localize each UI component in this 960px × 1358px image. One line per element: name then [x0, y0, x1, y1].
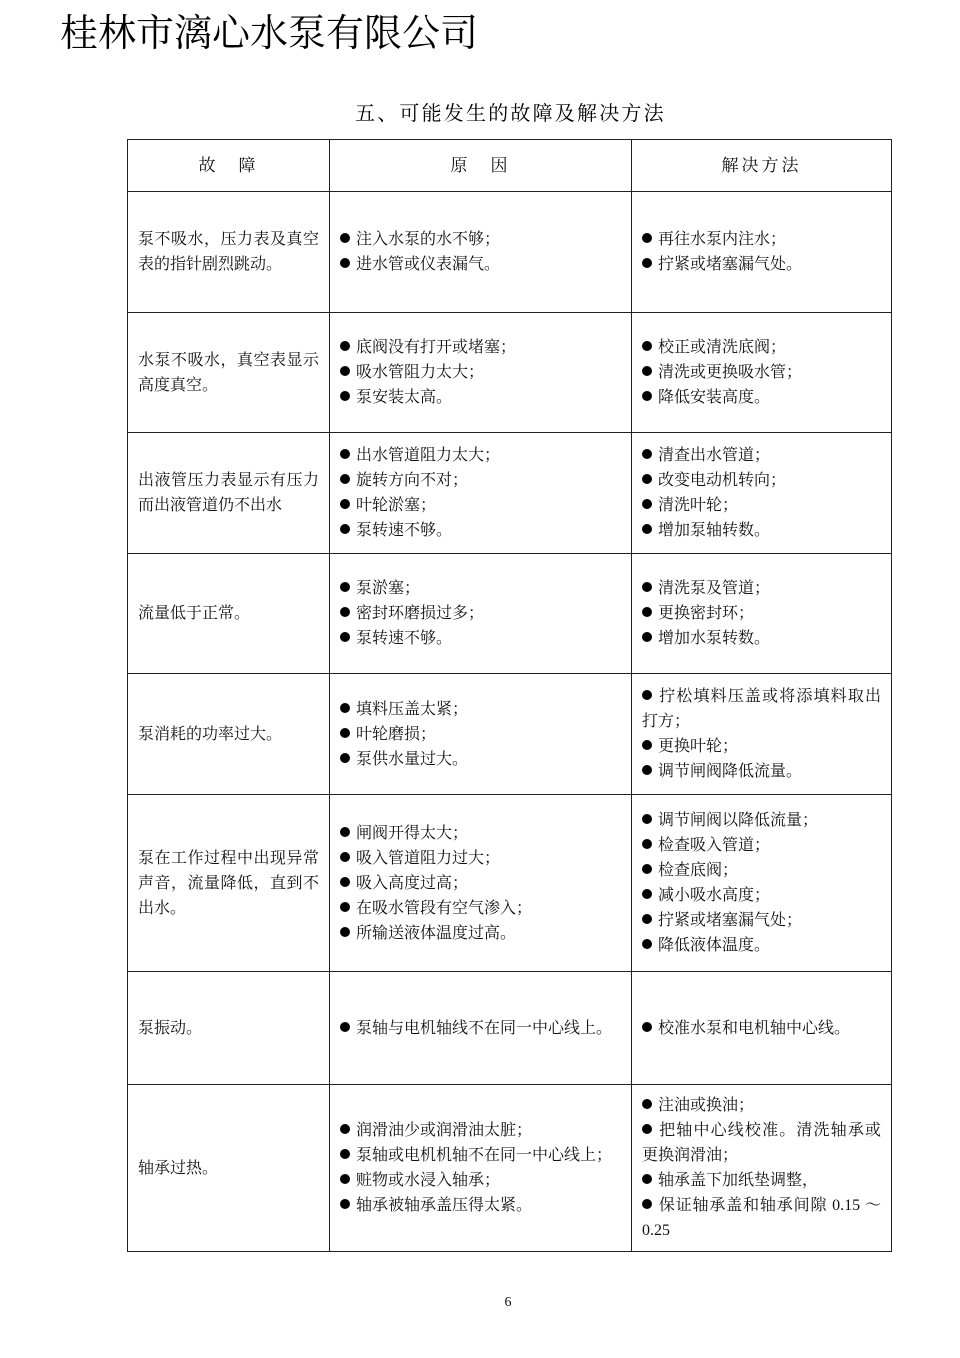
table-row — [128, 674, 892, 795]
bullet-icon — [642, 632, 652, 642]
bullet-icon — [340, 852, 350, 862]
causes-cell — [330, 313, 632, 433]
cause-item — [340, 697, 621, 722]
section-title: 五、可能发生的故障及解决方法 — [355, 101, 666, 125]
cause-text: 叶轮淤塞； — [356, 497, 437, 514]
bullet-icon — [642, 765, 652, 775]
bullet-icon — [642, 1099, 652, 1109]
cause-text: 泵转速不够。 — [356, 630, 453, 647]
solution-text: 更换密封环； — [658, 605, 755, 622]
solution-item — [642, 858, 881, 883]
cause-item — [340, 335, 621, 360]
bullet-icon — [642, 366, 652, 376]
fault-cell — [128, 433, 330, 554]
cause-text: 进水管或仪表漏气。 — [356, 256, 501, 273]
solution-text: 校准水泵和电机轴中心线。 — [658, 1019, 851, 1037]
solution-text: 改变电动机转向； — [658, 472, 787, 489]
table-row — [128, 433, 892, 554]
page-number: 6 — [504, 1295, 512, 1310]
bullet-icon — [642, 889, 652, 899]
cause-text: 赃物或水浸入轴承； — [356, 1172, 501, 1189]
bullet-icon — [340, 753, 350, 763]
bullet-icon — [642, 258, 652, 268]
column-header-solution: 解决方法 — [632, 140, 892, 192]
bullet-icon — [642, 814, 652, 824]
cause-text: 底阀没有打开或堵塞； — [356, 339, 517, 356]
solutions-cell — [632, 554, 892, 674]
fault-text: 泵不吸水，压力表及真空表的指针剧烈跳动。 — [138, 231, 319, 273]
fault-text: 轴承过热。 — [138, 1159, 219, 1177]
solutions-cell — [632, 674, 892, 795]
cause-text: 吸入高度过高； — [356, 874, 469, 892]
bullet-icon — [340, 927, 350, 937]
table-row — [128, 554, 892, 674]
table-header-row — [128, 140, 892, 192]
bullet-icon — [642, 582, 652, 592]
fault-cell — [128, 674, 330, 795]
cause-item — [340, 846, 621, 871]
solution-item — [642, 518, 881, 543]
cause-text: 旋转方向不对； — [356, 472, 469, 489]
bullet-icon — [340, 366, 350, 376]
fault-cell — [128, 313, 330, 433]
cause-text: 注入水泵的水不够； — [356, 231, 501, 248]
solution-item — [642, 1168, 881, 1193]
bullet-icon — [340, 1199, 350, 1209]
bullet-icon — [340, 233, 350, 243]
bullet-icon — [340, 902, 350, 912]
table-row — [128, 313, 892, 433]
cause-text: 泵轴或电机机轴不在同一中心线上； — [356, 1147, 613, 1164]
solutions-cell — [632, 795, 892, 972]
bullet-icon — [340, 1022, 350, 1032]
solution-item — [642, 883, 881, 908]
cause-text: 所输送液体温度过高。 — [356, 924, 517, 942]
causes-cell — [330, 674, 632, 795]
solution-text: 更换叶轮； — [658, 738, 739, 755]
bullet-icon — [642, 914, 652, 924]
bullet-icon — [340, 632, 350, 642]
cause-item — [340, 518, 621, 543]
bullet-icon — [340, 258, 350, 268]
solution-text: 降低安装高度。 — [658, 389, 771, 406]
bullet-icon — [642, 1022, 652, 1032]
bullet-icon — [642, 1199, 652, 1209]
cause-item — [340, 722, 621, 747]
bullet-icon — [340, 703, 350, 713]
solution-item — [642, 734, 881, 759]
fault-text: 流量低于正常。 — [138, 605, 251, 622]
solution-item — [642, 576, 881, 601]
cause-text: 叶轮磨损； — [356, 725, 437, 743]
fault-text: 泵消耗的功率过大。 — [138, 725, 283, 743]
bullet-icon — [642, 499, 652, 509]
causes-cell — [330, 192, 632, 313]
solution-item — [642, 601, 881, 626]
bullet-icon — [340, 827, 350, 837]
solution-item — [642, 933, 881, 958]
bullet-icon — [340, 728, 350, 738]
solution-item — [642, 908, 881, 933]
fault-text: 水泵不吸水，真空表显示高度真空。 — [138, 351, 319, 394]
cause-item — [340, 252, 621, 277]
solution-text: 再往水泵内注水； — [658, 231, 787, 248]
solution-item — [642, 227, 881, 252]
table-row — [128, 795, 892, 972]
fault-cell — [128, 795, 330, 972]
solution-text: 检查吸入管道； — [658, 837, 771, 854]
bullet-icon — [642, 939, 652, 949]
solutions-cell — [632, 192, 892, 313]
solution-item — [642, 626, 881, 651]
solution-text: 清洗或更换吸水管； — [658, 364, 803, 381]
bullet-icon — [642, 607, 652, 617]
solution-text: 校正或清洗底阀； — [658, 339, 787, 356]
solution-text: 保证轴承盖和轴承间隙 0.15 ～ 0.25 — [642, 1197, 881, 1239]
solutions-cell — [632, 433, 892, 554]
solution-item — [642, 493, 881, 518]
solution-text: 降低液体温度。 — [658, 937, 771, 954]
solution-text: 把轴中心线校准。清洗轴承或更换润滑油； — [642, 1122, 881, 1164]
bullet-icon — [642, 391, 652, 401]
bullet-icon — [340, 474, 350, 484]
cause-text: 泵轴与电机轴线不在同一中心线上。 — [356, 1019, 613, 1037]
cause-text: 润滑油少或润滑油太脏； — [356, 1122, 533, 1139]
cause-item — [340, 1168, 621, 1193]
cause-item — [340, 821, 621, 846]
solution-text: 轴承盖下加纸垫调整， — [658, 1172, 819, 1189]
causes-cell — [330, 1085, 632, 1252]
bullet-icon — [642, 740, 652, 750]
table-row — [128, 972, 892, 1085]
bullet-icon — [340, 877, 350, 887]
cause-text: 出水管道阻力太大； — [356, 447, 501, 464]
bullet-icon — [642, 1174, 652, 1184]
solution-text: 检查底阀； — [658, 862, 739, 879]
table-row — [128, 192, 892, 313]
bullet-icon — [340, 607, 350, 617]
solution-item — [642, 335, 881, 360]
bullet-icon — [340, 1149, 350, 1159]
cause-item — [340, 601, 621, 626]
cause-text: 密封环磨损过多； — [356, 605, 485, 622]
solutions-cell — [632, 313, 892, 433]
column-header-fault: 故 障 — [128, 140, 330, 192]
solution-text: 拧松填料压盖或将添填料取出打方； — [642, 688, 881, 730]
solution-text: 清查出水管道； — [658, 447, 771, 464]
cause-item — [340, 626, 621, 651]
cause-text: 吸水管阻力太大； — [356, 364, 485, 381]
fault-cell — [128, 554, 330, 674]
cause-item — [340, 921, 621, 946]
solution-text: 清洗叶轮； — [658, 497, 739, 514]
bullet-icon — [642, 690, 652, 700]
solution-text: 调节闸阀降低流量。 — [658, 763, 803, 780]
causes-cell — [330, 554, 632, 674]
bullet-icon — [642, 341, 652, 351]
cause-item — [340, 1016, 621, 1041]
bullet-icon — [340, 391, 350, 401]
solution-item — [642, 1093, 881, 1118]
solution-text: 清洗泵及管道； — [658, 580, 771, 597]
solution-item — [642, 808, 881, 833]
solution-item — [642, 759, 881, 784]
cause-text: 填料压盖太紧； — [356, 700, 469, 718]
solution-text: 调节闸阀以降低流量； — [658, 812, 819, 829]
bullet-icon — [340, 499, 350, 509]
bullet-icon — [340, 1124, 350, 1134]
cause-item — [340, 1193, 621, 1218]
bullet-icon — [340, 1174, 350, 1184]
cause-text: 轴承被轴承盖压得太紧。 — [356, 1197, 533, 1214]
solution-text: 拧紧或堵塞漏气处； — [658, 912, 803, 929]
cause-item — [340, 747, 621, 772]
table-row — [128, 1085, 892, 1252]
bullet-icon — [340, 341, 350, 351]
solution-item — [642, 252, 881, 277]
fault-cell — [128, 1085, 330, 1252]
cause-item — [340, 385, 621, 410]
bullet-icon — [642, 839, 652, 849]
solution-text: 增加泵轴转数。 — [658, 522, 771, 539]
fault-table — [127, 139, 892, 1252]
solutions-cell — [632, 972, 892, 1085]
bullet-icon — [642, 233, 652, 243]
solutions-cell — [632, 1085, 892, 1252]
cause-text: 泵供水量过大。 — [356, 750, 469, 768]
fault-text: 出液管压力表显示有压力而出液管道仍不出水 — [138, 472, 319, 514]
solution-item — [642, 1193, 881, 1243]
bullet-icon — [642, 864, 652, 874]
cause-item — [340, 871, 621, 896]
bullet-icon — [642, 1124, 652, 1134]
bullet-icon — [340, 524, 350, 534]
column-header-cause: 原 因 — [330, 140, 632, 192]
cause-item — [340, 576, 621, 601]
cause-item — [340, 493, 621, 518]
solution-item — [642, 360, 881, 385]
fault-cell — [128, 192, 330, 313]
bullet-icon — [340, 582, 350, 592]
solution-text: 注油或换油； — [658, 1097, 755, 1114]
causes-cell — [330, 795, 632, 972]
cause-item — [340, 227, 621, 252]
cause-text: 在吸水管段有空气渗入； — [356, 899, 533, 917]
cause-text: 闸阀开得太大； — [356, 824, 469, 842]
cause-text: 吸入管道阻力过大； — [356, 849, 501, 867]
cause-item — [340, 443, 621, 468]
solution-item — [642, 1118, 881, 1168]
cause-text: 泵淤塞； — [356, 580, 421, 597]
solution-item — [642, 833, 881, 858]
cause-item — [340, 360, 621, 385]
bullet-icon — [642, 449, 652, 459]
solution-text: 拧紧或堵塞漏气处。 — [658, 256, 803, 273]
solution-item — [642, 468, 881, 493]
causes-cell — [330, 972, 632, 1085]
solution-item — [642, 684, 881, 734]
causes-cell — [330, 433, 632, 554]
solution-item — [642, 443, 881, 468]
fault-text: 泵振动。 — [138, 1019, 203, 1037]
cause-item — [340, 1143, 621, 1168]
solution-item — [642, 1016, 881, 1041]
bullet-icon — [340, 449, 350, 459]
bullet-icon — [642, 474, 652, 484]
cause-item — [340, 896, 621, 921]
cause-text: 泵转速不够。 — [356, 522, 453, 539]
bullet-icon — [642, 524, 652, 534]
cause-item — [340, 1118, 621, 1143]
solution-item — [642, 385, 881, 410]
cause-text: 泵安装太高。 — [356, 389, 453, 406]
fault-text: 泵在工作过程中出现异常声音，流量降低，直到不出水。 — [138, 849, 319, 917]
cause-item — [340, 468, 621, 493]
fault-cell — [128, 972, 330, 1085]
solution-text: 减小吸水高度； — [658, 887, 771, 904]
solution-text: 增加水泵转数。 — [658, 630, 771, 647]
company-name: 桂林市漓心水泵有限公司 — [60, 11, 479, 55]
